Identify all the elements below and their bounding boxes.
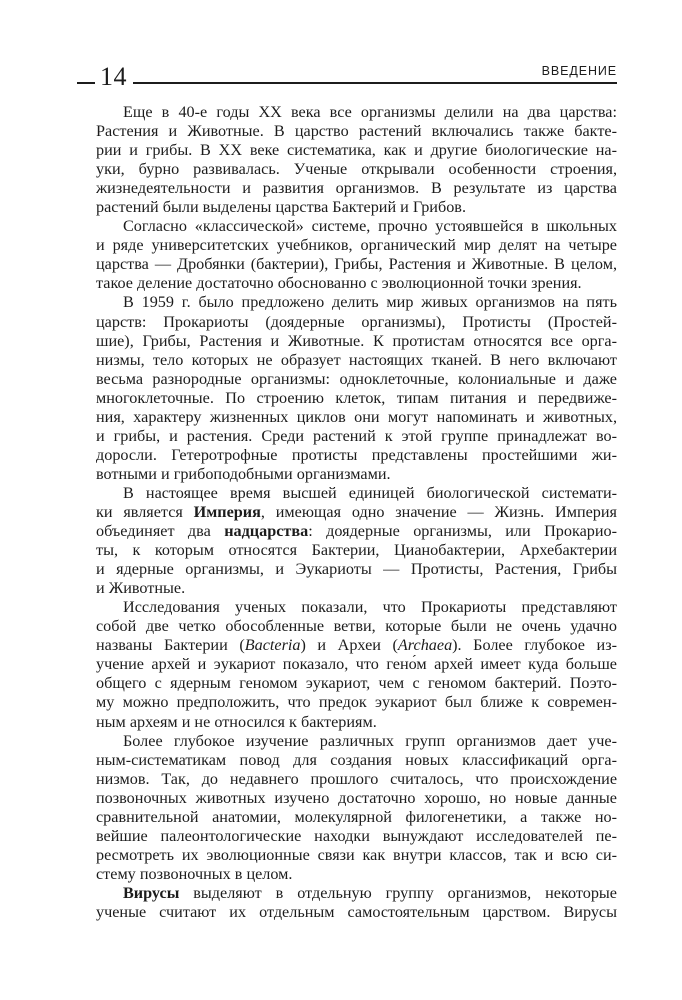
text-line: царства — Дробянки (бактерии), Грибы, Растения и Животные. В целом, (96, 255, 617, 274)
paragraph-five-kingdoms (96, 293, 617, 483)
text-line: В настоящее время высшей единицей биологической системати- (123, 483, 617, 502)
body-text (96, 103, 617, 922)
text-line (96, 636, 617, 655)
text-line: му можно предположить, что предок эукариот был ближе к современ- (96, 693, 617, 712)
text-line (96, 884, 617, 903)
text-line: растений были выделены царства Бактерий и Грибов. (96, 198, 466, 217)
text-line: ния, характеру жизненных циклов они могут напоминать и животных, (96, 407, 617, 426)
text-line: Согласно «классической» системе, прочно устоявшейся в школьных (123, 217, 617, 236)
text-line: вейшие палеонтологические находки вынуждают исследователей пе- (96, 826, 617, 845)
text-run: ). Более глубокое из- (452, 636, 617, 655)
text-line: вотными и грибоподобными организмами. (96, 464, 391, 483)
text-line: сравнительной анатомии, молекулярной филогенетики, а также но- (96, 807, 617, 826)
text-line: В 1959 г. было предложено делить мир живых организмов на пять (123, 293, 617, 312)
text-line: Исследования ученых показали, что Прокариоты представляют (123, 598, 617, 617)
section-title: ВВЕДЕНИЕ (541, 64, 617, 78)
text-run: выделяют в отдельную группу организмов, некоторые (179, 883, 617, 902)
text-run: ки является (96, 502, 194, 521)
term-superkingdom: надцарства (224, 522, 309, 541)
text-line (96, 522, 617, 541)
paragraph-prokaryotes (96, 598, 617, 731)
text-line: и ядерные организмы, и Эукариоты — Протисты, Растения, Грибы (96, 560, 617, 579)
text-line: ученые считают их отдельным самостоятельным царством. Вирусы (96, 902, 617, 921)
text-line: уки, бурно развивалась. Ученые открывали особенности строения, (96, 160, 617, 179)
text-line: стему позвоночных в целом. (96, 864, 293, 883)
text-line: весьма разнородные организмы: одноклеточные, колониальные и даже (96, 369, 617, 388)
paragraph-empire (96, 484, 617, 598)
text-run: , имеющая одно значение — Жизнь. Империя (260, 502, 617, 521)
paragraph-two-kingdoms (96, 103, 617, 217)
text-line: доросли. Гетеротрофные протисты представлены простейшими жи- (96, 445, 617, 464)
text-run: названы Бактерии ( (96, 636, 245, 655)
text-line: и грибы, и растения. Среди растений к этой группе принадлежат во- (96, 426, 617, 445)
text-line: позвоночных животных изучено достаточно хорошо, но новые данные (96, 788, 617, 807)
term-archaea: Archaea (397, 636, 453, 655)
text-line: такое деление достаточно обоснованно с эволюционной точки зрения. (96, 274, 582, 293)
running-header (77, 62, 617, 92)
text-line: ным археям и не относился к бактериям. (96, 712, 377, 731)
term-empire: Империя (193, 502, 261, 521)
text-line: Более глубокое изучение различных групп организмов дает уче- (123, 731, 617, 750)
paragraph-new-classifications (96, 732, 617, 884)
text-line: низмов. Так, до недавнего прошлого считалось, что происхождение (96, 769, 617, 788)
text-line: низмы, тело которых не образует настоящих тканей. В него включают (96, 350, 617, 369)
text-line: шие), Грибы, Растения и Животные. К протистам относятся все орга- (96, 331, 617, 350)
header-rule-right (133, 82, 617, 84)
paragraph-viruses (96, 884, 617, 922)
text-run: объединяет два (96, 522, 225, 541)
text-line: рии и грибы. В XX веке систематика, как и другие биологические на- (96, 141, 617, 160)
paragraph-classical-system (96, 217, 617, 293)
text-run: : доядерные организмы, или Прокарио- (308, 522, 617, 541)
text-line: и ряде университетских учебников, органический мир делят на четыре (96, 236, 617, 255)
text-line: общего с ядерным геномом эукариот, чем с геномом бактерий. Поэто- (96, 674, 617, 693)
text-line: царств: Прокариоты (доядерные организмы), Протисты (Простей- (96, 312, 617, 331)
text-line: собой две четко обособленные ветви, которые были не очень удачно (96, 617, 617, 636)
text-line: многоклеточные. По строению клеток, типам питания и передвиже- (96, 388, 617, 407)
text-line (96, 503, 617, 522)
text-line: учение архей и эукариот показало, что гено́м архей имеет куда больше (96, 655, 617, 674)
text-line: ресмотреть их эволюционные связи как внутри классов, так и всю си- (96, 845, 617, 864)
text-line: ным-систематикам повод для создания новых классификаций орга- (96, 750, 617, 769)
text-line: и Животные. (96, 579, 186, 598)
term-viruses: Вирусы (123, 883, 180, 902)
page-number: 14 (100, 62, 127, 91)
header-rule-left (77, 82, 95, 84)
text-line: жизнедеятельности и развития организмов. В результате из царства (96, 179, 617, 198)
term-bacteria: Bacteria (244, 636, 301, 655)
text-run: ) и Археи ( (300, 636, 398, 655)
text-line: ты, к которым относятся Бактерии, Цианобактерии, Архебактерии (96, 541, 617, 560)
text-line: Растения и Животные. В царство растений включались также бакте- (96, 122, 617, 141)
text-line: Еще в 40-е годы XX века все организмы делили на два царства: (123, 103, 617, 121)
